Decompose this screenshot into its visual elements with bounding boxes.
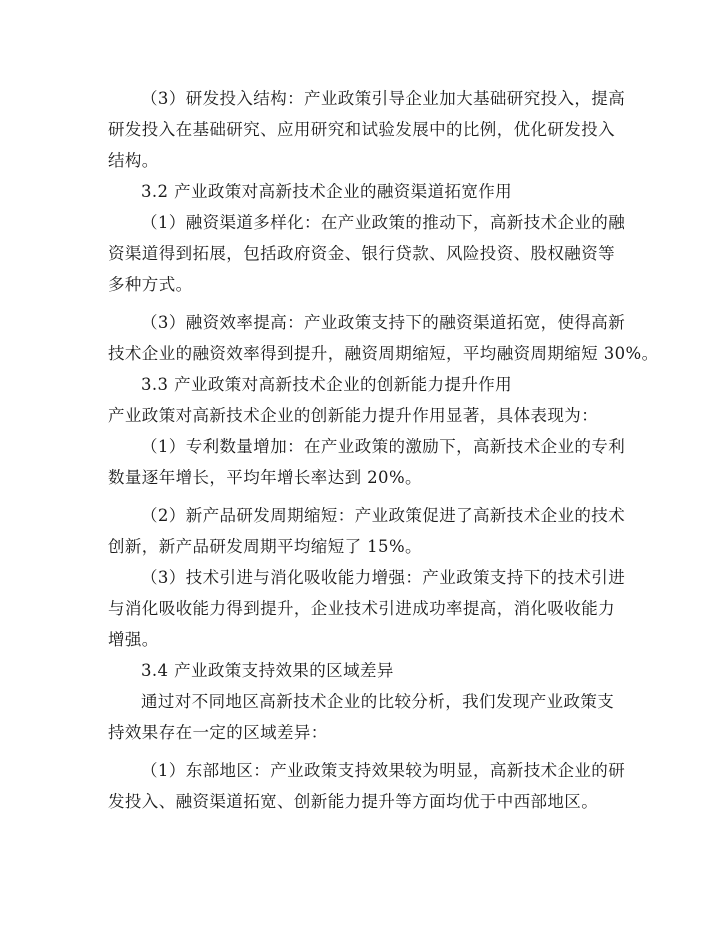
- paragraph-line: 数量逐年增长，平均年增长率达到 20%。: [108, 468, 422, 487]
- paragraph-line: （2）新产品研发周期缩短：产业政策促进了高新技术企业的技术: [141, 506, 626, 525]
- paragraph-line: 结构。: [108, 151, 159, 170]
- paragraph-line: （3）融资效率提高：产业政策支持下的融资渠道拓宽，使得高新: [141, 313, 626, 332]
- paragraph-line: 创新，新产品研发周期平均缩短了 15%。: [108, 537, 422, 556]
- paragraph-line: 多种方式。: [108, 275, 193, 294]
- paragraph-line: （3）技术引进与消化吸收能力增强：产业政策支持下的技术引进: [141, 568, 626, 587]
- paragraph-line: （3）研发投入结构：产业政策引导企业加大基础研究投入，提高: [141, 89, 626, 108]
- paragraph-line: 通过对不同地区高新技术企业的比较分析，我们发现产业政策支: [141, 692, 615, 711]
- paragraph-line: 产业政策对高新技术企业的创新能力提升作用显著，具体表现为：: [108, 406, 599, 425]
- paragraph-line: （1）东部地区：产业政策支持效果较为明显，高新技术企业的研: [141, 761, 626, 780]
- paragraph-line: 发投入、融资渠道拓宽、创新能力提升等方面均优于中西部地区。: [108, 792, 599, 811]
- paragraph-line: 与消化吸收能力得到提升，企业技术引进成功率提高，消化吸收能力: [108, 599, 615, 618]
- paragraph-line: 资渠道得到拓展，包括政府资金、银行贷款、风险投资、股权融资等: [108, 244, 615, 263]
- section-heading: 3.4 产业政策支持效果的区域差异: [141, 661, 394, 680]
- section-heading: 3.3 产业政策对高新技术企业的创新能力提升作用: [141, 375, 513, 394]
- paragraph-line: 技术企业的融资效率得到提升，融资周期缩短，平均融资周期缩短 30%。: [108, 344, 659, 363]
- paragraph-line: （1）专利数量增加：在产业政策的激励下，高新技术企业的专利: [141, 437, 626, 456]
- paragraph-line: 持效果存在一定的区域差异：: [108, 723, 328, 742]
- paragraph-line: 研发投入在基础研究、应用研究和试验发展中的比例，优化研发投入: [108, 120, 615, 139]
- section-heading: 3.2 产业政策对高新技术企业的融资渠道拓宽作用: [141, 182, 513, 201]
- paragraph-line: （1）融资渠道多样化：在产业政策的推动下，高新技术企业的融: [141, 213, 626, 232]
- paragraph-line: 增强。: [108, 630, 159, 649]
